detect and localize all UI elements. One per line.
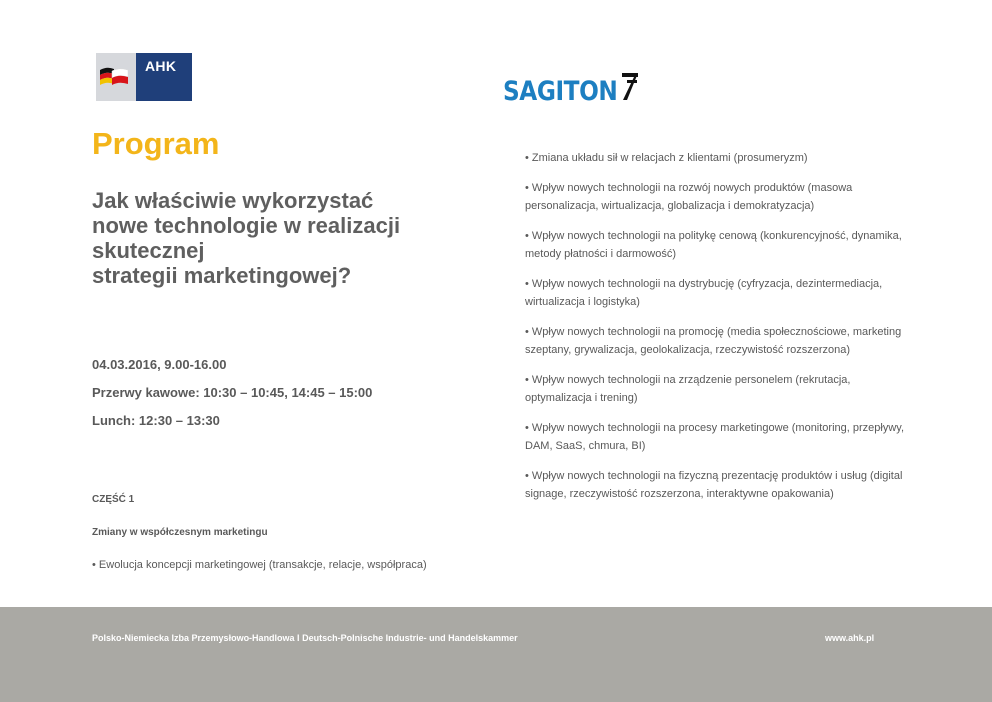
- coffee-breaks: Przerwy kawowe: 10:30 – 10:45, 14:45 – 15:00: [92, 385, 373, 400]
- agenda-bullet: • Wpływ nowych technologii na fizyczną prezentację produktów i usług (digital signage, rzeczywistość rozszerzona, interaktywne opakowania): [525, 470, 903, 500]
- agenda-list: [525, 149, 905, 515]
- subtitle-line: Jak właściwie wykorzystać: [92, 188, 374, 213]
- agenda-bullet: • Wpływ nowych technologii na procesy marketingowe (monitoring, przepływy, DAM, SaaS, chmura, BI): [525, 422, 905, 452]
- agenda-bullet: • Zmiana układu sił w relacjach z klientami (prosumeryzm): [525, 152, 808, 164]
- agenda-bullet: • Wpływ nowych technologii na promocję (media społecznościowe, marketing szeptany, grywalizacja, geolokalizacja, rzeczywistość rozszerzona): [525, 326, 902, 356]
- part-title: Zmiany w współczesnym marketingu: [92, 527, 268, 538]
- event-date: 04.03.2016, 9.00-16.00: [92, 357, 227, 372]
- sagiton-seven-icon: [619, 70, 641, 102]
- agenda-bullet: • Ewolucja koncepcji marketingowej (transakcje, relacje, współpraca): [92, 559, 427, 571]
- ahk-badge: [136, 53, 192, 101]
- footer: [0, 607, 992, 702]
- ahk-logo: [96, 53, 192, 101]
- agenda-bullet: • Wpływ nowych technologii na zrządzenie personelem (rekrutacja, optymalizacja i trening): [525, 374, 851, 404]
- sagiton-logo: [503, 68, 636, 108]
- ahk-logo-text: AHK: [145, 58, 177, 74]
- lunch-time: Lunch: 12:30 – 13:30: [92, 413, 220, 428]
- agenda-bullet: • Wpływ nowych technologii na politykę cenową (konkurencyjność, dynamika, metody płatności i darmowość): [525, 230, 902, 260]
- part-label: CZĘŚĆ 1: [92, 494, 135, 505]
- program-subtitle: [92, 188, 492, 288]
- agenda-bullet: • Wpływ nowych technologii na dystrybucję (cyfryzacja, dezintermediacja, wirtualizacja i logistyka): [525, 278, 883, 308]
- page-title: Program: [92, 126, 220, 161]
- footer-website: www.ahk.pl: [825, 633, 875, 643]
- footer-organization: Polsko-Niemiecka Izba Przemysłowo-Handlowa I Deutsch-Polnische Industrie- und Handelskammer: [92, 633, 518, 643]
- subtitle-line: nowe technologie w realizacji: [92, 213, 401, 238]
- subtitle-line: strategii marketingowej?: [92, 263, 352, 288]
- schedule-info: [92, 356, 372, 440]
- subtitle-line: skutecznej: [92, 238, 205, 263]
- agenda-bullet: • Wpływ nowych technologii na rozwój nowych produktów (masowa personalizacja, wirtualizacja, globalizacja i demokratyzacja): [525, 182, 853, 212]
- flags-icon: [99, 64, 129, 90]
- sagiton-logo-text: SAGITON: [503, 76, 618, 107]
